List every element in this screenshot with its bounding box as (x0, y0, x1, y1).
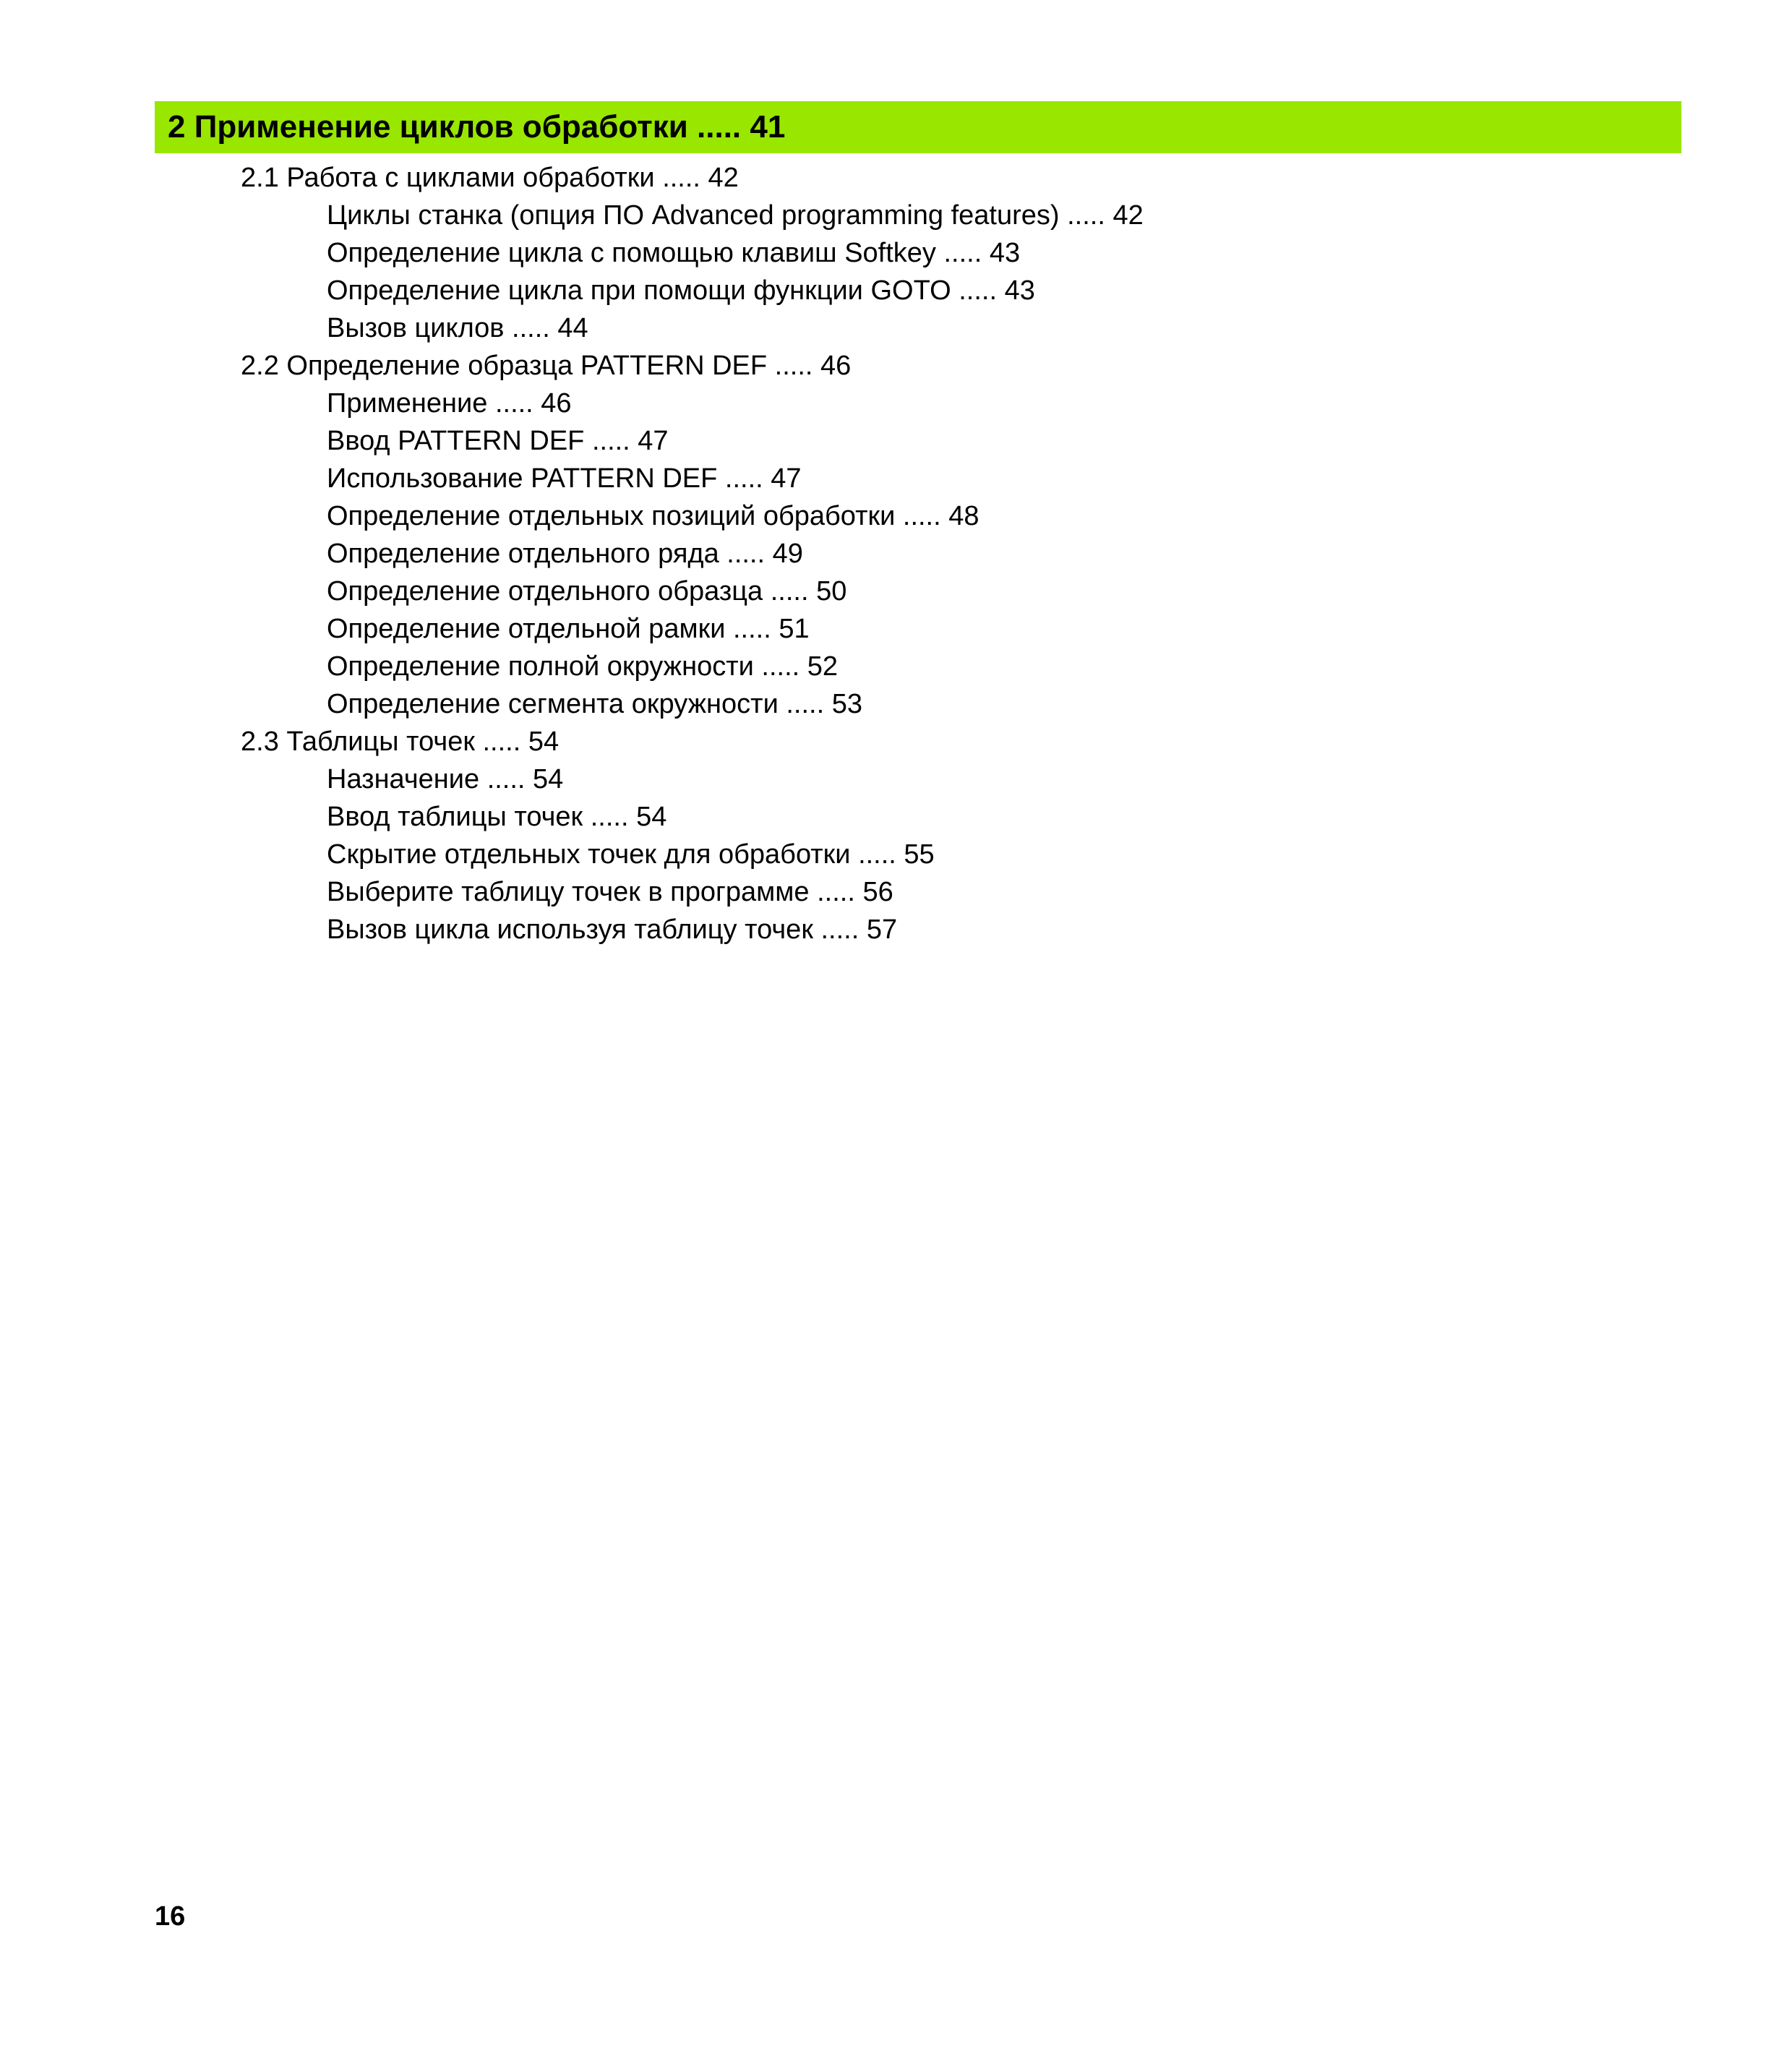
toc-item-define-pitch-circle[interactable]: Определение сегмента окружности ..... 53 (327, 689, 862, 719)
page-number: 16 (155, 1901, 186, 1932)
toc-item-purpose[interactable]: Назначение ..... 54 (327, 764, 564, 794)
toc-item-define-single-positions[interactable]: Определение отдельных позиций обработки ..... 48 (327, 501, 979, 531)
toc-item-enter-point-table[interactable]: Ввод таблицы точек ..... 54 (327, 802, 667, 832)
toc-item-define-cycle-goto[interactable]: Определение цикла при помощи функции GOTO ..... 43 (327, 275, 1035, 306)
toc-item-enter-pattern-def[interactable]: Ввод PATTERN DEF ..... 47 (327, 426, 669, 456)
toc-section-2-1[interactable]: 2.1 Работа с циклами обработки ..... 42 (241, 163, 739, 193)
toc-item-define-single-row[interactable]: Определение отдельного ряда ..... 49 (327, 539, 803, 569)
toc-item-machine-cycles[interactable]: Циклы станка (опция ПО Advanced programming features) ..... 42 (327, 200, 1144, 231)
toc-item-define-cycle-softkey[interactable]: Определение цикла с помощью клавиш Softkey ..... 43 (327, 238, 1021, 268)
toc-section-2-3[interactable]: 2.3 Таблицы точек ..... 54 (241, 727, 560, 757)
table-of-contents (0, 159, 1792, 948)
toc-item-hide-points[interactable]: Скрытие отдельных точек для обработки ..... 55 (327, 839, 935, 870)
toc-item-call-cycle-point-table[interactable]: Вызов цикла используя таблицу точек ..... 57 (327, 914, 898, 945)
toc-item-define-single-pattern[interactable]: Определение отдельного образца ..... 50 (327, 576, 847, 607)
toc-item-select-point-table[interactable]: Выберите таблицу точек в программе ..... 56 (327, 877, 893, 907)
toc-section-2-2[interactable]: 2.2 Определение образца PATTERN DEF ..... 46 (241, 351, 852, 381)
toc-item-application[interactable]: Применение ..... 46 (327, 388, 572, 419)
toc-item-use-pattern-def[interactable]: Использование PATTERN DEF ..... 47 (327, 463, 802, 494)
chapter-heading-bar (155, 101, 1681, 153)
chapter-title[interactable]: 2 Применение циклов обработки ..... 41 (168, 109, 786, 145)
toc-item-define-full-circle[interactable]: Определение полной окружности ..... 52 (327, 651, 839, 682)
toc-item-call-cycles[interactable]: Вызов циклов ..... 44 (327, 313, 588, 343)
toc-item-define-single-frame[interactable]: Определение отдельной рамки ..... 51 (327, 614, 810, 644)
